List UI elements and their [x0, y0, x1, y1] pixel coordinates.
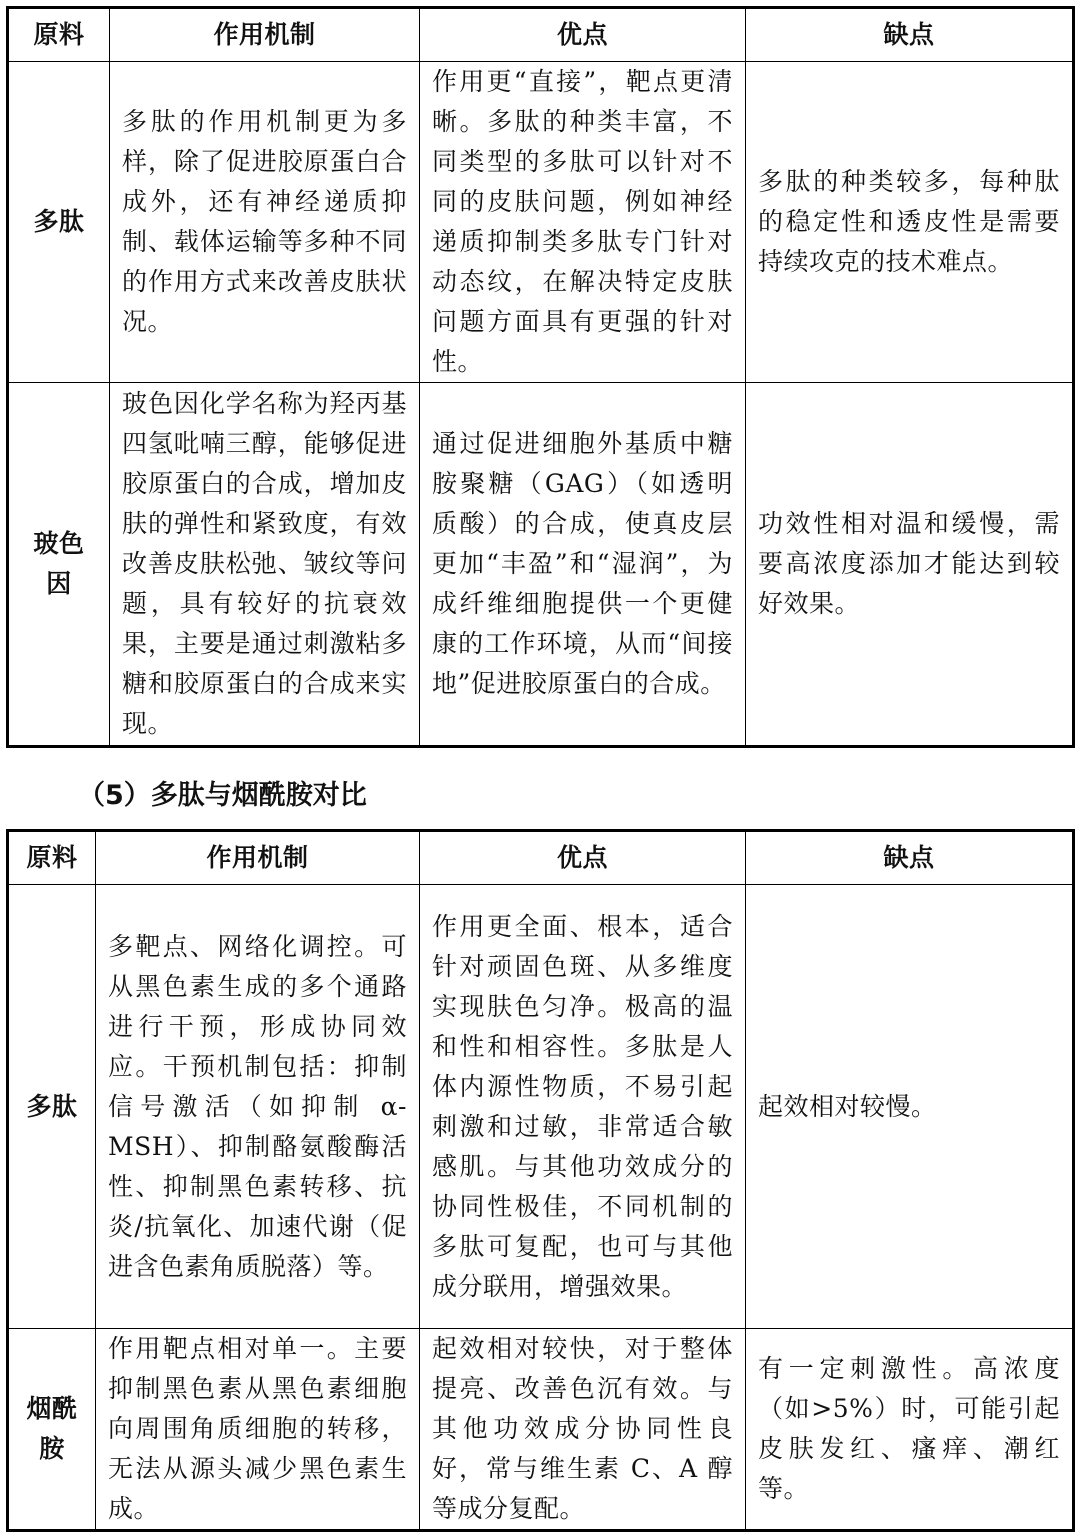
- mechanism-cell: 作用靶点相对单一。主要抑制黑色素从黑色素细胞向周围角质细胞的转移，无法从源头减少黑色素生成。: [96, 1329, 420, 1531]
- comparison-table-2: [6, 829, 1075, 1532]
- advantages-cell: 作用更全面、根本，适合针对顽固色斑、从多维度实现肤色匀净。极高的温和性和相容性。多肽是人体内源性物质，不易引起刺激和过敏，非常适合敏感肌。与其他功效成分的协同性极佳，不同机制的多肽可复配，也可与其他成分联用，增强效果。: [420, 885, 746, 1329]
- advantages-cell: 作用更“直接”，靶点更清晰。多肽的种类丰富，不同类型的多肽可以针对不同的皮肤问题，例如神经递质抑制类多肽专门针对动态纹，在解决特定皮肤问题方面具有更强的针对性。: [420, 62, 746, 383]
- table-header-row: [8, 8, 1074, 62]
- disadvantages-cell: 有一定刺激性。高浓度（如>5%）时，可能引起皮肤发红、瘙痒、潮红等。: [746, 1329, 1074, 1531]
- material-label: 烟酰胺: [26, 1394, 78, 1463]
- table-header-row: [8, 831, 1074, 885]
- header-disadvantages: 缺点: [746, 831, 1074, 885]
- header-advantages: 优点: [420, 8, 746, 62]
- disadvantages-cell: 功效性相对温和缓慢，需要高浓度添加才能达到较好效果。: [746, 383, 1074, 747]
- disadvantages-cell: 多肽的种类较多，每种肽的稳定性和透皮性是需要持续攻克的技术难点。: [746, 62, 1074, 383]
- material-label: 玻色因: [33, 529, 85, 598]
- material-cell: [8, 383, 110, 747]
- header-material: 原料: [8, 8, 110, 62]
- header-material: 原料: [8, 831, 96, 885]
- header-mechanism: 作用机制: [110, 8, 420, 62]
- material-cell: 多肽: [8, 885, 96, 1329]
- material-cell: [8, 1329, 96, 1531]
- section-title: （5）多肽与烟酰胺对比: [78, 780, 367, 811]
- header-disadvantages: 缺点: [746, 8, 1074, 62]
- advantages-cell: 通过促进细胞外基质中糖胺聚糖（GAG）（如透明质酸）的合成，使真皮层更加“丰盈”和“湿润”，为成纤维细胞提供一个更健康的工作环境，从而“间接地”促进胶原蛋白的合成。: [420, 383, 746, 747]
- advantages-cell: 起效相对较快，对于整体提亮、改善色沉有效。与其他功效成分协同性良好，常与维生素 C、A 醇等成分复配。: [420, 1329, 746, 1531]
- table-row: [8, 383, 1074, 747]
- comparison-table-1: [6, 6, 1075, 748]
- table-row: [8, 62, 1074, 383]
- table-row: [8, 1329, 1074, 1531]
- mechanism-cell: 多肽的作用机制更为多样，除了促进胶原蛋白合成外，还有神经递质抑制、载体运输等多种不同的作用方式来改善皮肤状况。: [110, 62, 420, 383]
- mechanism-cell: 多靶点、网络化调控。可从黑色素生成的多个通路进行干预，形成协同效应。干预机制包括：抑制信号激活（如抑制 α-MSH）、抑制酪氨酸酶活性、抑制黑色素转移、抗炎/抗氧化、加速代谢（促进含色素角质脱落）等。: [96, 885, 420, 1329]
- header-mechanism: 作用机制: [96, 831, 420, 885]
- material-cell: 多肽: [8, 62, 110, 383]
- table-row: [8, 885, 1074, 1329]
- header-advantages: 优点: [420, 831, 746, 885]
- disadvantages-cell: 起效相对较慢。: [746, 885, 1074, 1329]
- mechanism-cell: 玻色因化学名称为羟丙基四氢吡喃三醇，能够促进胶原蛋白的合成，增加皮肤的弹性和紧致度，有效改善皮肤松弛、皱纹等问题，具有较好的抗衰效果，主要是通过刺激粘多糖和胶原蛋白的合成来实现。: [110, 383, 420, 747]
